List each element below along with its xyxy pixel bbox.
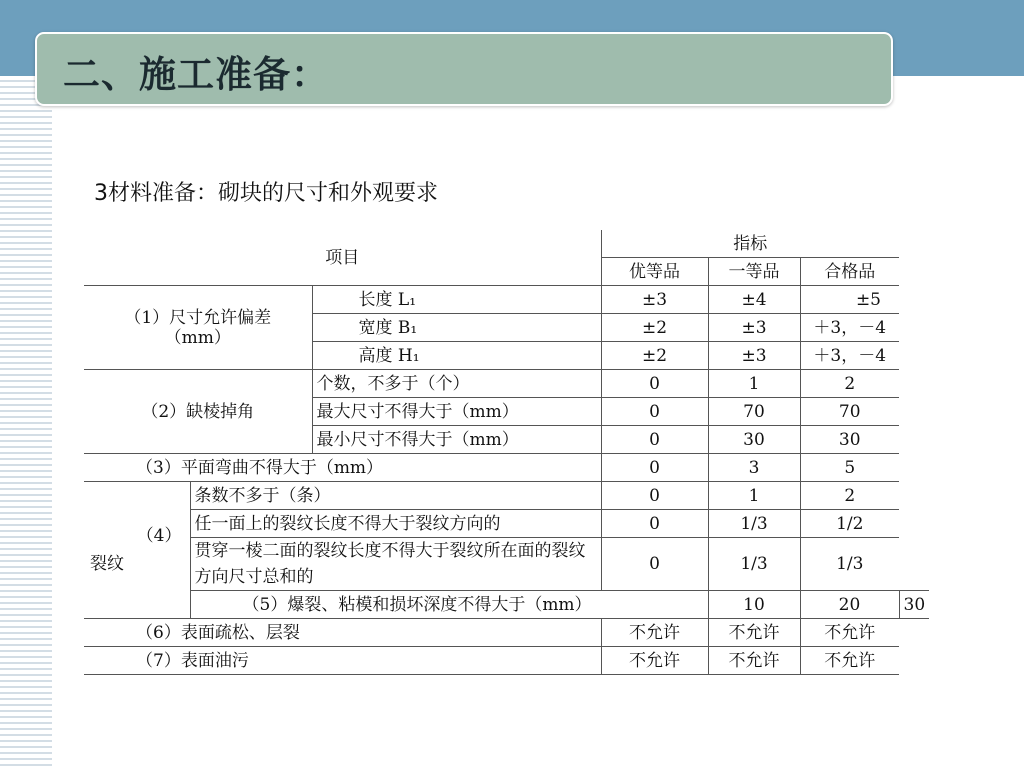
row-value: 1/3 bbox=[800, 538, 899, 591]
row-value: 0 bbox=[601, 482, 708, 510]
row-value: ±4 bbox=[708, 286, 800, 314]
row-value: 1 bbox=[708, 370, 800, 398]
row-value: ＋3，－4 bbox=[800, 342, 899, 370]
table-row bbox=[84, 591, 929, 619]
row-value: 1/2 bbox=[800, 510, 899, 538]
row-value: 30 bbox=[899, 591, 929, 619]
table-row bbox=[84, 510, 929, 538]
row-value: 0 bbox=[601, 370, 708, 398]
group4-label-line1: （4） bbox=[136, 526, 182, 546]
group4-label-line2: 裂纹 bbox=[90, 554, 124, 574]
header-indicator: 指标 bbox=[601, 230, 899, 258]
row-value: ±5 bbox=[800, 286, 899, 314]
header-grade-qualified: 合格品 bbox=[800, 258, 899, 286]
row-value: ±3 bbox=[708, 314, 800, 342]
row-value: 不允许 bbox=[601, 619, 708, 647]
row-value: 1/3 bbox=[708, 538, 800, 591]
row-value: 不允许 bbox=[708, 619, 800, 647]
table-row bbox=[84, 538, 929, 591]
row-value: 70 bbox=[708, 398, 800, 426]
row-value: 2 bbox=[800, 370, 899, 398]
row-value: ±2 bbox=[601, 342, 708, 370]
row-name: 贯穿一棱二面的裂纹长度不得大于裂纹所在面的裂纹方向尺寸总和的 bbox=[190, 538, 601, 591]
row-value: ±2 bbox=[601, 314, 708, 342]
row-value: 0 bbox=[601, 426, 708, 454]
table-header-row bbox=[84, 230, 929, 258]
row-value: 30 bbox=[708, 426, 800, 454]
row-value: 3 bbox=[708, 454, 800, 482]
row-value: 0 bbox=[601, 510, 708, 538]
table-row bbox=[84, 647, 929, 675]
group4-label bbox=[84, 482, 190, 619]
row-value: 不允许 bbox=[601, 647, 708, 675]
spec-table bbox=[84, 230, 929, 675]
row-name: （6）表面疏松、层裂 bbox=[84, 619, 601, 647]
table-row bbox=[84, 370, 929, 398]
header-grade-first: 一等品 bbox=[708, 258, 800, 286]
row-value: 不允许 bbox=[800, 619, 899, 647]
table-row bbox=[84, 286, 929, 314]
row-name: （3）平面弯曲不得大于（mm） bbox=[84, 454, 601, 482]
row-value: 0 bbox=[601, 398, 708, 426]
row-value: 2 bbox=[800, 482, 899, 510]
row-name: 最大尺寸不得大于（mm） bbox=[312, 398, 601, 426]
row-value: 5 bbox=[800, 454, 899, 482]
row-value: ±3 bbox=[601, 286, 708, 314]
header-grade-premium: 优等品 bbox=[601, 258, 708, 286]
row-name: （7）表面油污 bbox=[84, 647, 601, 675]
row-name: 长度 L₁ bbox=[312, 286, 601, 314]
row-name: 任一面上的裂纹长度不得大于裂纹方向的 bbox=[190, 510, 601, 538]
table-row bbox=[84, 482, 929, 510]
row-value: 1 bbox=[708, 482, 800, 510]
row-value: 30 bbox=[800, 426, 899, 454]
row-value: 20 bbox=[800, 591, 899, 619]
row-name: 高度 H₁ bbox=[312, 342, 601, 370]
table-row bbox=[84, 454, 929, 482]
row-value: ＋3，－4 bbox=[800, 314, 899, 342]
group1-label: （1）尺寸允许偏差（mm） bbox=[84, 286, 312, 370]
row-value: 1/3 bbox=[708, 510, 800, 538]
row-name: （5）爆裂、粘模和损坏深度不得大于（mm） bbox=[190, 591, 708, 619]
row-value: 0 bbox=[601, 454, 708, 482]
row-value: ±3 bbox=[708, 342, 800, 370]
row-name: 宽度 B₁ bbox=[312, 314, 601, 342]
table-row bbox=[84, 619, 929, 647]
row-name: 最小尺寸不得大于（mm） bbox=[312, 426, 601, 454]
row-value: 不允许 bbox=[800, 647, 899, 675]
group2-label: （2）缺棱掉角 bbox=[84, 370, 312, 454]
row-value: 0 bbox=[601, 538, 708, 591]
title-box bbox=[35, 32, 893, 106]
row-name: 条数不多于（条） bbox=[190, 482, 601, 510]
slide-subtitle: 3材料准备：砌块的尺寸和外观要求 bbox=[94, 181, 438, 206]
row-name: 个数，不多于（个） bbox=[312, 370, 601, 398]
decorative-stripes bbox=[0, 76, 52, 768]
row-value: 不允许 bbox=[708, 647, 800, 675]
header-item: 项目 bbox=[84, 230, 601, 286]
row-value: 10 bbox=[708, 591, 800, 619]
slide-title: 二、施工准备： bbox=[63, 53, 329, 96]
row-value: 70 bbox=[800, 398, 899, 426]
